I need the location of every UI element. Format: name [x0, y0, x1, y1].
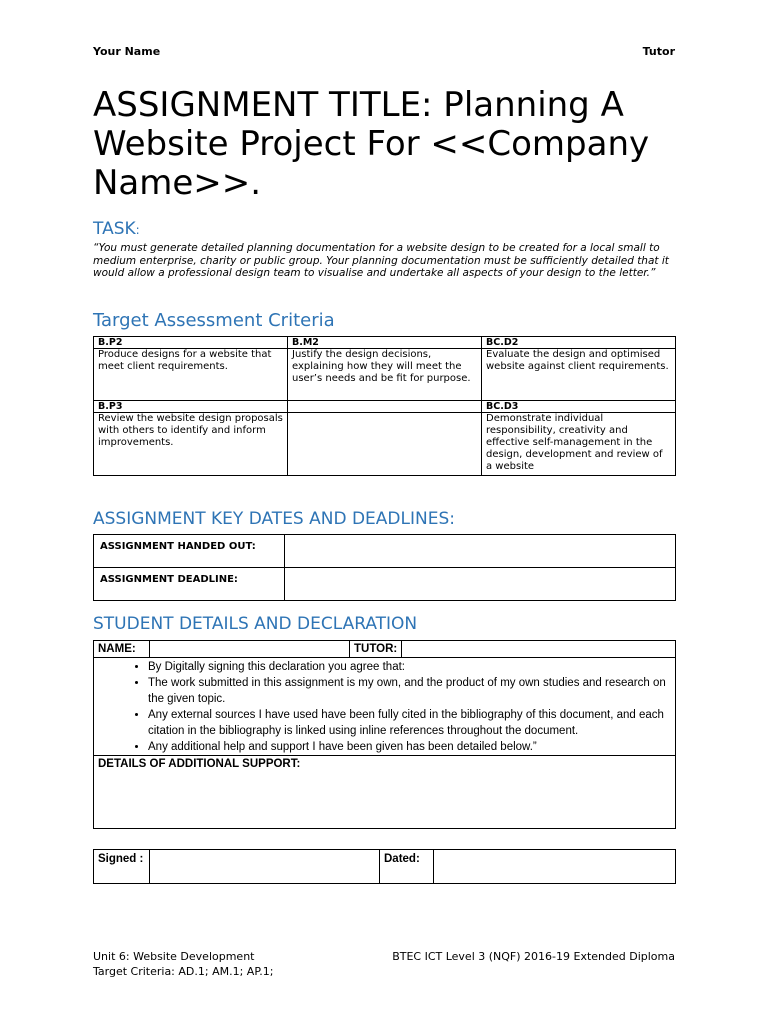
signed-field[interactable] [150, 850, 380, 884]
criteria-text-row [94, 349, 676, 401]
tutor-field[interactable] [402, 641, 676, 658]
header-author-name: Your Name [93, 45, 161, 58]
handed-out-label: ASSIGNMENT HANDED OUT: [94, 535, 285, 568]
deadline-label: ASSIGNMENT DEADLINE: [94, 568, 285, 601]
footer-unit: Unit 6: Website Development [93, 950, 255, 963]
declaration-row [94, 658, 676, 756]
criteria-heading: Target Assessment Criteria [93, 310, 335, 331]
criteria-code-cell: B.P2 [94, 337, 288, 349]
criteria-text-cell: Review the website design proposals with others to identify and inform improvements. [94, 413, 288, 476]
declaration-cell [94, 658, 676, 756]
criteria-text-cell: Produce designs for a website that meet client requirements. [94, 349, 288, 401]
task-heading-colon: : [135, 223, 140, 237]
criteria-text-cell: Demonstrate individual responsibility, creativity and effective self-management in the design, development and review of a website [482, 413, 676, 476]
tutor-label: TUTOR: [350, 641, 402, 658]
header-tutor: Tutor [642, 45, 675, 58]
criteria-code-cell: BC.D3 [482, 401, 676, 413]
criteria-code-cell: B.M2 [288, 337, 482, 349]
deadline-row [94, 568, 676, 601]
criteria-table [93, 336, 676, 476]
declaration-item: • Any additional help and support I have been given has been detailed below.” [148, 739, 671, 755]
signature-row [94, 850, 676, 884]
support-label: DETAILS OF ADDITIONAL SUPPORT: [98, 758, 301, 770]
assignment-title: ASSIGNMENT TITLE: Planning A Website Project For <<Company Name>>. [93, 85, 650, 203]
footer-left [93, 949, 273, 979]
name-label: NAME: [94, 641, 150, 658]
dates-heading-text: ASSIGNMENT KEY DATES AND DEADLINES [93, 509, 450, 529]
dates-heading-colon: : [449, 509, 455, 529]
footer-target-criteria: Target Criteria: AD.1; AM.1; AP.1; [93, 965, 274, 978]
criteria-text-cell: Justify the design decisions, explaining how they will meet the user’s needs and be fit for purpose. [288, 349, 482, 401]
task-heading-text: TASK [93, 219, 136, 239]
criteria-code-cell: BC.D2 [482, 337, 676, 349]
dated-field[interactable] [434, 850, 676, 884]
criteria-text-cell: Evaluate the design and optimised website against client requirements. [482, 349, 676, 401]
dates-heading [93, 509, 455, 529]
declaration-item: • Any external sources I have used have been fully cited in the bibliography of this document, and each citation in the bibliography is linked using inline references throughout the document. [148, 707, 671, 739]
name-field[interactable] [150, 641, 350, 658]
name-tutor-row [94, 641, 676, 658]
dated-label: Dated: [380, 850, 434, 884]
footer-course: BTEC ICT Level 3 (NQF) 2016-19 Extended Diploma [392, 950, 675, 963]
declaration-list [98, 659, 671, 755]
declaration-item: • The work submitted in this assignment is my own, and the product of my own studies and research on the given topic. [148, 675, 671, 707]
task-heading [93, 219, 140, 239]
signature-table [93, 849, 676, 884]
student-table [93, 640, 676, 829]
task-description: “You must generate detailed planning documentation for a website design to be created for a local small to medium enterprise, charity or public group. Your planning documentation must be sufficiently detailed that it would allow a professional design team to visualise and undertake all aspects of your design to the letter.” [93, 242, 669, 279]
deadline-field[interactable] [285, 568, 676, 601]
handed-out-field[interactable] [285, 535, 676, 568]
support-row [94, 756, 676, 829]
declaration-item: • By Digitally signing this declaration you agree that: [148, 659, 671, 675]
criteria-code-row [94, 401, 676, 413]
signed-label: Signed : [94, 850, 150, 884]
criteria-code-cell [288, 401, 482, 413]
criteria-code-row [94, 337, 676, 349]
criteria-code-cell: B.P3 [94, 401, 288, 413]
dates-table [93, 534, 676, 601]
support-cell [94, 756, 676, 829]
handed-out-row [94, 535, 676, 568]
student-heading: STUDENT DETAILS AND DECLARATION [93, 614, 418, 634]
criteria-text-row [94, 413, 676, 476]
criteria-text-cell [288, 413, 482, 476]
